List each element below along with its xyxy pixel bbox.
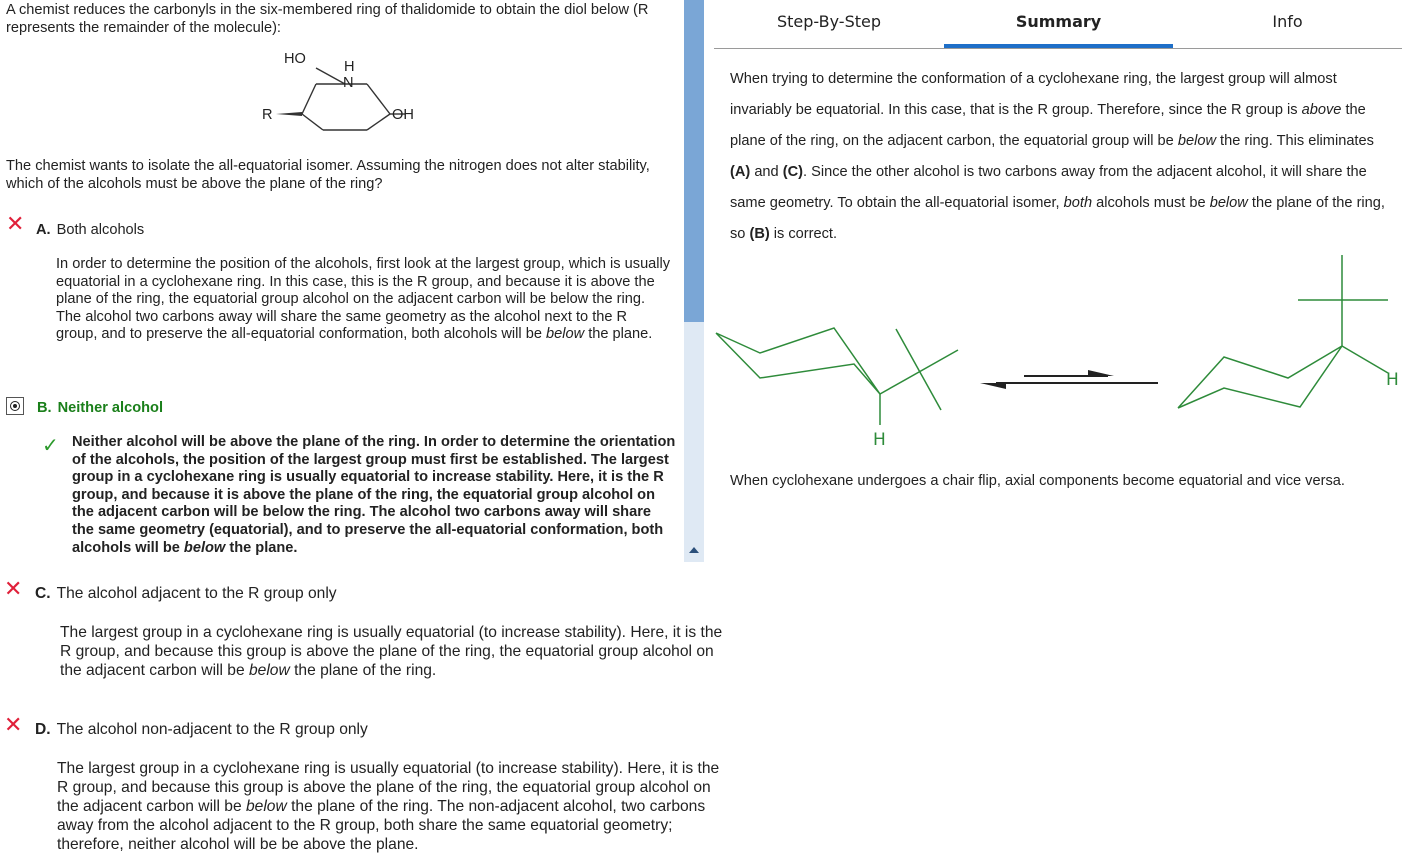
- tab-info[interactable]: Info: [1272, 12, 1303, 31]
- option-a[interactable]: [36, 221, 144, 239]
- summary-text: When trying to determine the conformation of a cyclohexane ring, the largest group will almost invariably be equatorial. In this case, that is the R group. Therefore, since the R group is above the plane of the ring, on the adjacent carbon, the equatorial group will be below the ring. This eliminates (A) and (C). Since the other alcohol is two carbons away from the adjacent alcohol, it will share the same geometry. To obtain the all-equatorial isomer, both alcohols must be below the plane of the ring, so (B) is correct.: [730, 71, 1385, 242]
- option-a-explanation: In order to determine the position of the alcohols, first look at the largest group, which is usually equatorial in a cyclohexane ring. In this case, this is the R group, and because it is above the plane of the ring, the equatorial group alcohol on the adjacent carbon will be below the ring. The alcohol two carbons away will share the same geometry as the alcohol next to the R group, and to preserve the all-equatorial conformation, both alcohols will be below the plane.: [56, 256, 671, 343]
- option-d-letter: D.: [35, 721, 51, 738]
- option-b[interactable]: [37, 399, 169, 417]
- question-prompt: The chemist wants to isolate the all-equatorial isomer. Assuming the nitrogen does not alter stability, which of the alcohols must be above the plane of the ring?: [6, 158, 650, 192]
- option-b-letter: B.: [37, 400, 52, 416]
- label-h-left: H: [873, 430, 886, 450]
- option-a-text: Both alcohols: [56, 222, 145, 238]
- option-d-explanation: The largest group in a cyclohexane ring is usually equatorial (to increase stability). Here, it is the R group, and because this group is above the plane of the ring, the equatorial group alcohol on the adjacent carbon will be below the plane of the ring. The non-adjacent alcohol, two carbons away from the alcohol adjacent to the R group, both share the same equatorial geometry; therefore, neither alcohol will be be above the plane.: [57, 760, 720, 853]
- option-c-letter: C.: [35, 585, 51, 602]
- arrow-up-icon: [689, 547, 699, 553]
- right-chair-ring: [1178, 346, 1342, 408]
- tab-step-by-step[interactable]: Step-By-Step: [777, 12, 881, 31]
- incorrect-x-icon: ✕: [4, 712, 23, 737]
- mol-ho: HO: [284, 51, 306, 67]
- mol-r: R: [262, 107, 273, 123]
- question-intro: A chemist reduces the carbonyls in the six-membered ring of thalidomide to obtain the diol below (R represents the remainder of the molecule):: [6, 2, 649, 36]
- radio-button-selected[interactable]: [6, 397, 24, 415]
- correct-check-icon: ✓: [42, 435, 59, 457]
- option-c[interactable]: [35, 585, 337, 603]
- option-b-explanation: Neither alcohol will be above the plane of the ring. In order to determine the orientation of the alcohols, the position of the largest group must first be established. The largest group in a cyclohexane ring is usually equatorial to increase stability. Here, it is the R group, and because it is above the plane of the ring, the equatorial group alcohol on the adjacent carbon will be below the ring. The alcohol two carbons away will share the same geometry (equatorial), and to preserve the all-equatorial conformation, both alcohols will be below the plane.: [72, 434, 676, 556]
- label-h-right: H: [1386, 370, 1399, 390]
- option-d[interactable]: [35, 721, 368, 739]
- option-d-text: The alcohol non-adjacent to the R group only: [56, 721, 368, 738]
- option-c-explanation: The largest group in a cyclohexane ring is usually equatorial (to increase stability). Here, it is the R group, and because this group is above the plane of the ring, the equatorial group alcohol on the adjacent carbon will be below the plane of the ring.: [60, 624, 723, 679]
- solution-tabs: [714, 0, 1402, 49]
- tab-summary[interactable]: Summary: [1015, 12, 1102, 31]
- option-b-text: Neither alcohol: [57, 400, 164, 416]
- scroll-up-button[interactable]: [684, 541, 704, 561]
- mol-oh: OH: [392, 107, 414, 123]
- active-tab-indicator: [944, 44, 1173, 48]
- mol-n: N: [343, 75, 354, 91]
- option-c-text: The alcohol adjacent to the R group only: [56, 585, 337, 602]
- incorrect-x-icon: ✕: [6, 211, 25, 236]
- option-a-letter: A.: [36, 222, 51, 238]
- left-chair-ring: [716, 328, 880, 394]
- diol-structure: [250, 46, 430, 136]
- mol-h: H: [344, 59, 355, 75]
- incorrect-x-icon: ✕: [4, 576, 23, 601]
- equilibrium-arrows-icon: [980, 370, 1158, 389]
- chair-flip-diagram: [700, 245, 1410, 455]
- figure-caption: When cyclohexane undergoes a chair flip, axial components become equatorial and vice versa.: [730, 473, 1345, 489]
